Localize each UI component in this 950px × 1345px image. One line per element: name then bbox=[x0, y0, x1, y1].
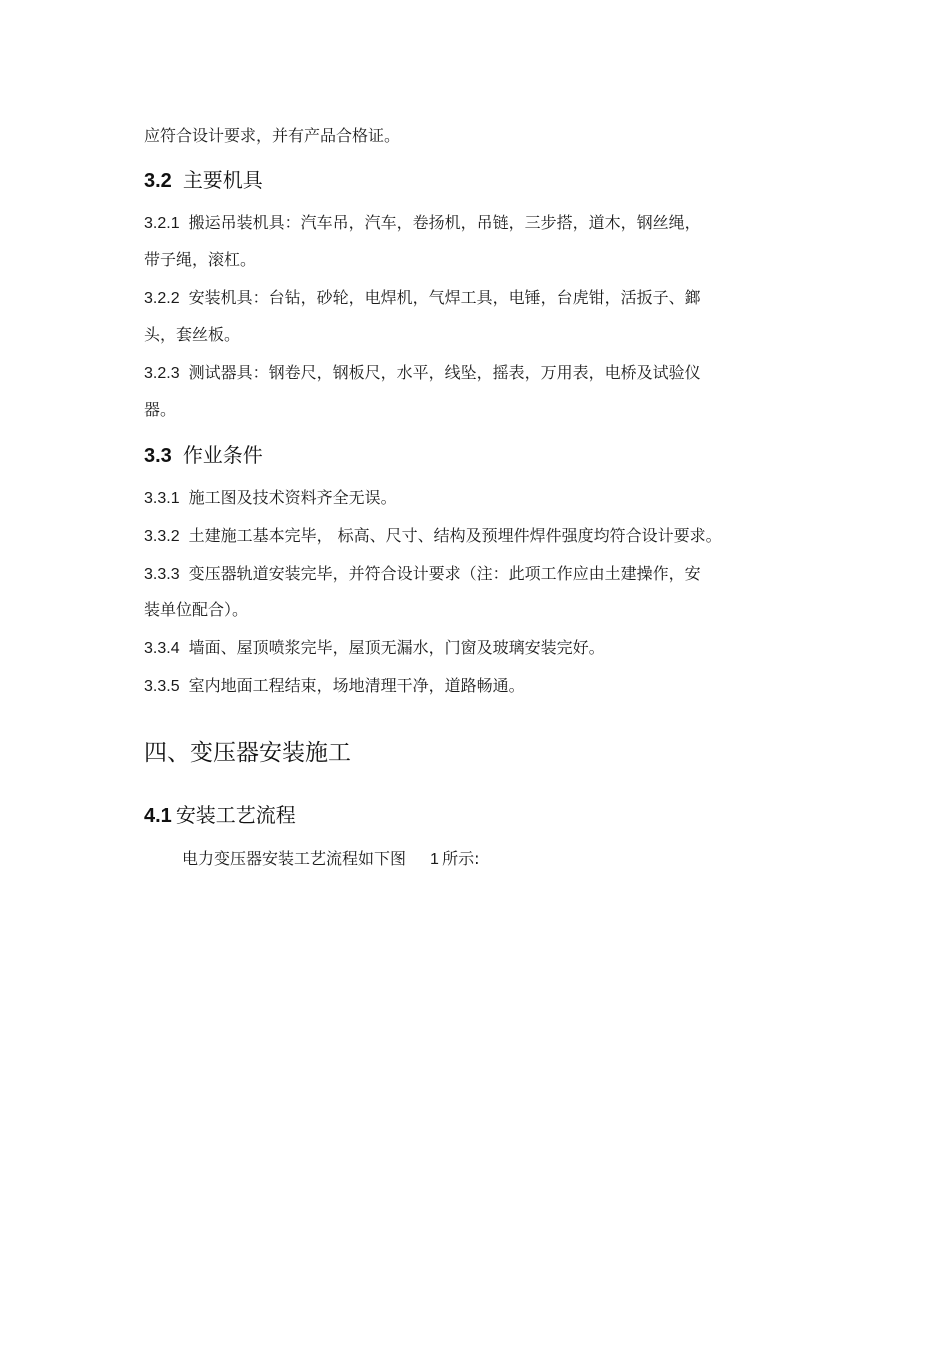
list-item-3-2-1 bbox=[144, 213, 701, 234]
list-item-3-2-1-continued: 带子绳，滚杠。 bbox=[144, 250, 257, 269]
section-heading-3-3 bbox=[144, 442, 263, 469]
item-text: 室内地面工程结束，场地清理干净，道路畅通。 bbox=[188, 676, 525, 695]
list-item-3-3-3-continued: 装单位配合）。 bbox=[144, 600, 249, 619]
item-number: 3.3.3 bbox=[144, 566, 180, 583]
list-item-3-3-4 bbox=[144, 638, 605, 659]
item-text: 安装机具：台钻，砂轮，电焊机，气焊工具，电锤，台虎钳，活扳子、鎯 bbox=[188, 288, 701, 307]
section-number: 3.2 bbox=[144, 170, 172, 192]
section-title: 安装工艺流程 bbox=[175, 803, 296, 827]
item-number: 3.3.2 bbox=[144, 528, 180, 545]
intro-text: 应符合设计要求，并有产品合格证。 bbox=[144, 126, 401, 145]
item-text: 变压器轨道安装完毕，并符合设计要求（注：此项工作应由土建操作，安 bbox=[188, 564, 701, 583]
paragraph-text: 电力变压器安装工艺流程如下图 bbox=[182, 849, 407, 868]
item-number: 3.3.4 bbox=[144, 640, 180, 657]
item-number: 3.3.1 bbox=[144, 490, 180, 507]
item-text: 施工图及技术资料齐全无误。 bbox=[188, 488, 397, 507]
item-text: 搬运吊装机具：汽车吊，汽车，卷扬机，吊链，三步搭，道木，钢丝绳， bbox=[188, 213, 701, 232]
section-number: 4.1 bbox=[144, 805, 172, 827]
list-item-3-2-2 bbox=[144, 288, 701, 309]
list-item-3-2-2-continued: 头，套丝板。 bbox=[144, 325, 241, 344]
list-item-3-2-3-continued: 器。 bbox=[144, 400, 177, 419]
item-number: 3.2.1 bbox=[144, 215, 180, 232]
list-item-3-3-3 bbox=[144, 564, 701, 585]
list-item-3-3-2 bbox=[144, 526, 722, 547]
section-title: 作业条件 bbox=[182, 443, 263, 467]
section-heading-4-1 bbox=[144, 802, 296, 829]
section-number: 3.3 bbox=[144, 445, 172, 467]
item-number: 3.3.5 bbox=[144, 678, 180, 695]
section-heading-3-2 bbox=[144, 167, 263, 194]
item-text: 测试器具：钢卷尺，钢板尺，水平，线坠，摇表，万用表，电桥及试验仪 bbox=[188, 363, 701, 382]
list-item-3-2-3 bbox=[144, 363, 701, 384]
list-item-3-3-1 bbox=[144, 488, 397, 509]
figure-reference: 1 bbox=[430, 851, 439, 868]
item-number: 3.2.2 bbox=[144, 290, 180, 307]
chapter-heading-4: 四、变压器安装施工 bbox=[144, 740, 351, 766]
section-title: 主要机具 bbox=[182, 168, 263, 192]
paragraph-text-end: 所示: bbox=[442, 849, 480, 868]
list-item-3-3-5 bbox=[144, 676, 525, 697]
item-text: 土建施工基本完毕， 标高、尺寸、结构及预埋件焊件强度均符合设计要求。 bbox=[188, 526, 722, 545]
item-text: 墙面、屋顶喷浆完毕，屋顶无漏水，门窗及玻璃安装完好。 bbox=[188, 638, 605, 657]
item-number: 3.2.3 bbox=[144, 365, 180, 382]
paragraph-flow-intro bbox=[182, 849, 480, 870]
